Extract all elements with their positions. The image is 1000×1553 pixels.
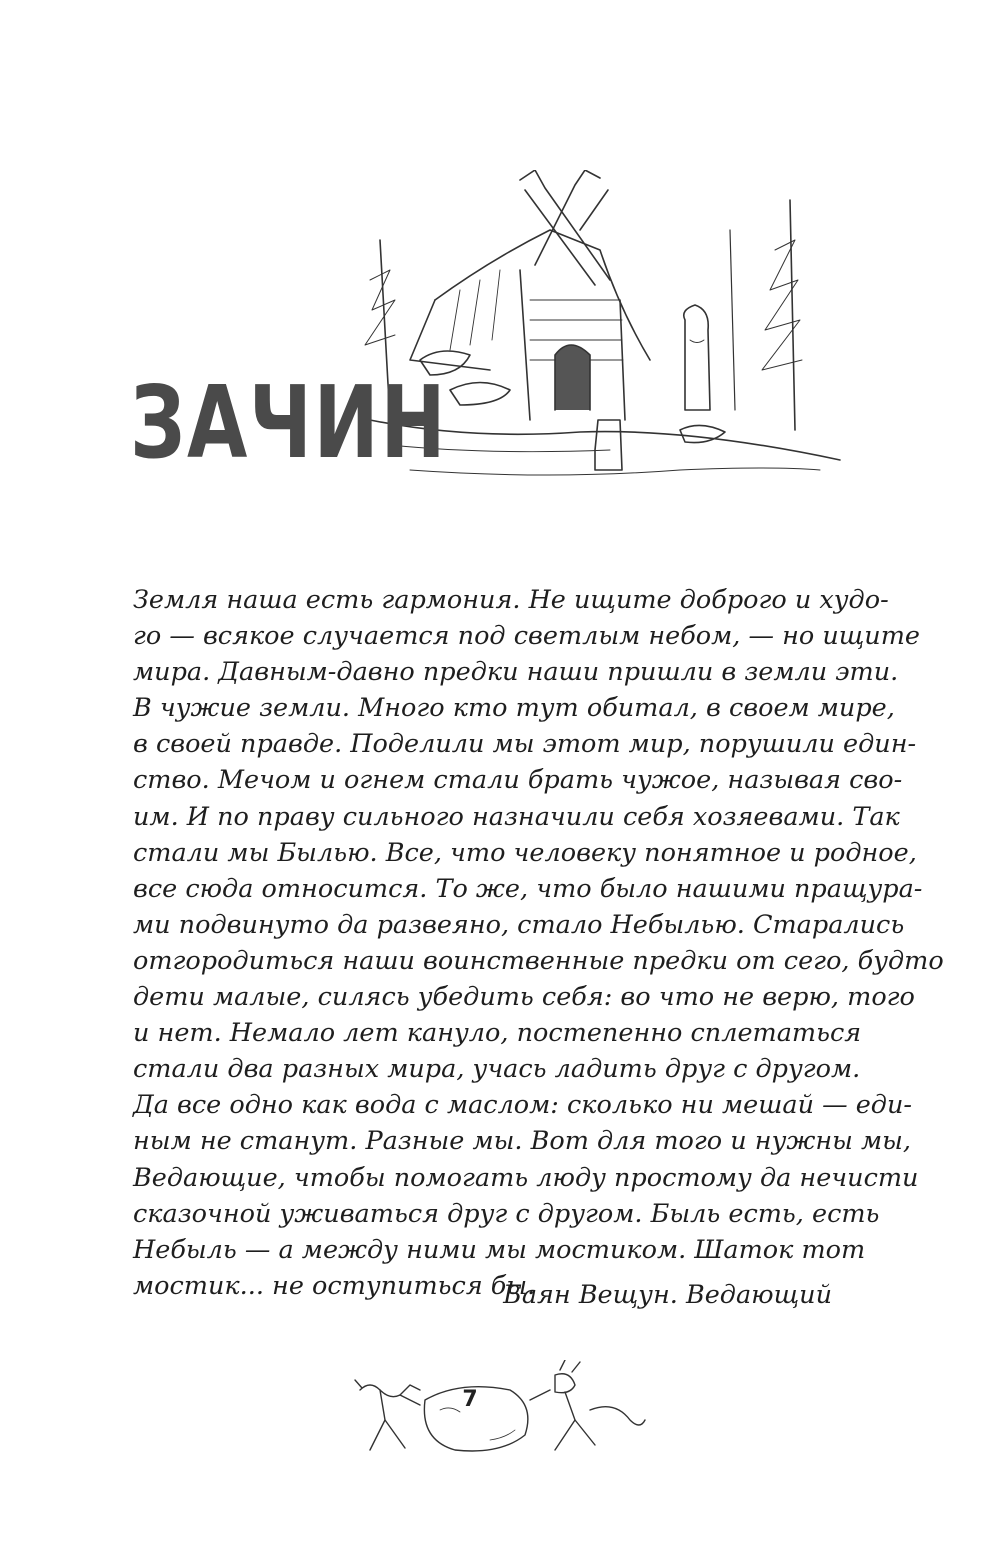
text-line: в своей правде. Поделили мы этот мир, порушили един- — [133, 729, 917, 760]
page-number: 7 — [462, 1387, 478, 1412]
text-line: стали мы Былью. Все, что человеку понятное и родное, — [133, 837, 917, 868]
text-line: все сюда относится. То же, что было нашими пращура- — [133, 873, 923, 904]
text-line: им. И по праву сильного назначили себя хозяевами. Так — [133, 801, 900, 832]
text-line: Небыль — а между ними мы мостиком. Шаток тот — [133, 1234, 866, 1265]
chapter-title: ЗАЧИН — [130, 364, 448, 481]
text-line: ми подвинуто да развеяно, стало Небылью. Старались — [133, 909, 905, 940]
text-line: Да все одно как вода с маслом: сколько ни мешай — еди- — [133, 1090, 913, 1121]
text-line: сказочной уживаться друг с другом. Быль есть, есть — [133, 1198, 880, 1229]
text-line: отгородиться наши воинственные предки от сего, будто — [133, 945, 944, 976]
text-line: Ведающие, чтобы помогать люду простому да нечисти — [133, 1162, 919, 1193]
text-line: мира. Давным-давно предки наши пришли в земли эти. — [133, 657, 899, 688]
text-line: го — всякое случается под светлым небом, — но ищите — [133, 621, 921, 652]
epigraph-text — [133, 582, 944, 1304]
text-line: ным не станут. Разные мы. Вот для того и нужны мы, — [133, 1126, 912, 1157]
text-line: мостик... не оступиться бы. — [133, 1270, 536, 1301]
footer-imps-illustration — [350, 1360, 650, 1460]
text-line: В чужие земли. Много кто тут обитал, в своем мире, — [133, 693, 895, 724]
text-line: и нет. Немало лет кануло, постепенно сплетаться — [133, 1018, 862, 1049]
text-line: дети малые, силясь убедить себя: во что не верю, того — [133, 982, 915, 1013]
text-line: Земля наша есть гармония. Не ищите доброго и худо- — [133, 585, 889, 615]
attribution: Баян Вещун. Ведающий — [503, 1280, 832, 1310]
text-line: ство. Мечом и огнем стали брать чужое, называя сво- — [133, 765, 903, 796]
text-line: стали два разных мира, учась ладить друг с другом. — [133, 1054, 861, 1085]
